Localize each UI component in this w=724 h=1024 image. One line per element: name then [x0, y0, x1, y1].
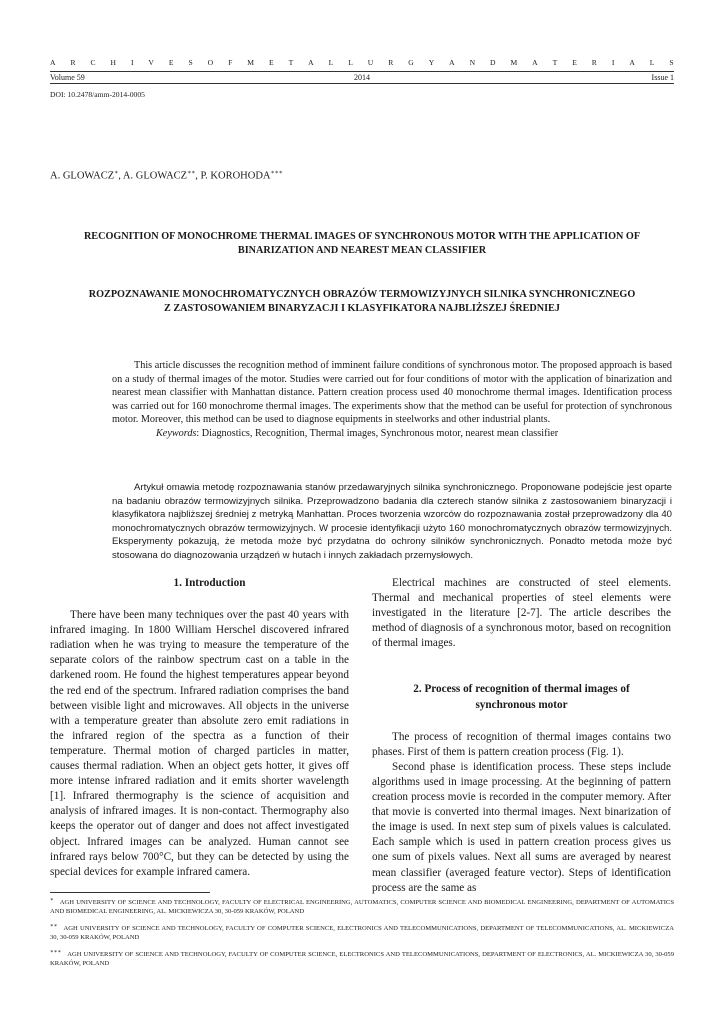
journal-letter: V: [148, 58, 154, 67]
footnote-1-mark: ∗: [50, 897, 54, 903]
section-1-paragraph: There have been many techniques over the past 40 years with infrared imaging. In 1800 William Herschel discovered infrared radiation when he was trying to measure the temperature of the separate colors of the rainbow spectrum cast on a table in the darkened room. He found the highest temperatures appear beyond the red end of the spectrum. Infrared radiation comprises the band between visible light and microwaves. All objects in the universe with a temperature greater than absolute zero emit radiations in the infrared region of the spectra as a function of their temperature. Thermal motion of charged particles in matter, causes thermal radiation. When an object gets hotter, it gives off more intense infrared radiation and it emits shorter wavelength [1]. Infrared thermography is the science of acquisition and analysis of infrared images. It is non-contact. Thermography also keeps the operator out of danger and does not affect investigated object. Infrared images can be analyzed. Human cannot see infrared rays below 700°C, but they can be detected by using the special devices for example infrared camera.: [50, 609, 349, 878]
right-paragraph-2: The process of recognition of thermal images contains two phases. First of them is pattern creation process (Fig. 1).: [372, 730, 671, 758]
journal-letter: M: [247, 58, 255, 67]
right-paragraph-3: Second phase is identification process. These steps include algorithms used in image processing. At the beginning of pattern creation process movie is recorded in the computer memory. After that movie is converted into thermal images. Next binarization of the image is used. In next step sum of pixels values is calculated. Each sample which is used in pattern creation process gives us one sum of pixels values. Next all sums are averaged by nearest mean classifier (averaged feature vector). Steps of identification process are the same as: [372, 760, 671, 894]
title-english: [50, 230, 674, 257]
abstract-pl-text: Artykuł omawia metodę rozpoznawania stanów przedawaryjnych silnika synchronicznego. Proponowane podejście jest oparte na badaniu obrazów termowizyjnych silnika. Przeprowadzono badania dla czterech stanów silnika z zastosowaniem binaryzacji i klasyfikatora najbliższej średniej z metryką Manhattan. Proces tworzenia wzorców do rozpoznawania został przeprowadzony dla 40 monochromatycznych obrazów termowizyjnych. W procesie identyfikacji użyto 160 monochromatycznych obrazów termowizyjnych. Eksperymenty pokazują, że metoda może być przydatna do ochrony silników synchronicznych. Ponadto metoda może być stosowana do diagnozowania urządzeń w hutach i innych zakładach przemysłowych.: [112, 482, 672, 561]
journal-letter: U: [367, 58, 374, 67]
journal-letter: A: [532, 58, 538, 67]
author-list: A. GLOWACZ∗, A. GLOWACZ∗∗, P. KOROHODA∗∗∗: [50, 170, 283, 182]
abstract-polish: [112, 481, 672, 563]
section-2-title-line-2: synchronous motor: [475, 698, 568, 711]
column-left: [50, 576, 349, 880]
author-1-mark: ∗: [114, 170, 119, 176]
footnote-3: [50, 948, 674, 969]
journal-letter: L: [328, 58, 334, 67]
title-en-line-1: RECOGNITION OF MONOCHROME THERMAL IMAGES OF SYNCHRONOUS MOTOR WITH THE APPLICATION OF: [83, 231, 641, 242]
journal-letter: E: [572, 58, 577, 67]
volume-label: Volume 59: [50, 73, 85, 82]
issue-label: Issue 1: [651, 73, 674, 82]
journal-letter: L: [348, 58, 353, 67]
journal-letter: R: [70, 58, 76, 67]
journal-letter: T: [552, 58, 558, 67]
header-rule-2: [50, 83, 674, 84]
section-2-title-line-1: 2. Process of recognition of thermal images of: [413, 683, 630, 696]
journal-letter: A: [629, 58, 635, 67]
footnotes: [50, 896, 674, 974]
journal-letter: E: [168, 58, 174, 67]
keywords-label: Keywords: [156, 427, 197, 439]
column-right: [372, 576, 671, 896]
title-pl-line-1: ROZPOZNAWANIE MONOCHROMATYCZNYCH OBRAZÓW TERMOWIZYJNYCH SILNIKA SYNCHRONICZNEGO: [88, 289, 636, 300]
journal-letter: Y: [428, 58, 435, 67]
author-3-mark: ∗∗∗: [270, 170, 283, 176]
journal-letter: I: [130, 58, 134, 67]
journal-letter: N: [469, 58, 476, 67]
journal-letter: G: [408, 58, 414, 67]
journal-letter: E: [268, 58, 274, 67]
title-en-line-2: BINARIZATION AND NEAREST MEAN CLASSIFIER: [237, 244, 487, 256]
journal-letter: S: [188, 58, 193, 67]
journal-letter: C: [90, 58, 96, 67]
footnote-3-text: AGH UNIVERSITY OF SCIENCE AND TECHNOLOGY, FACULTY OF COMPUTER SCIENCE, ELECTRONICS AND TELECOMMUNICATIONS, DEPARTMENT OF ELECTRONICS, AL. MICKIEWICZA 30, 30-059 KRAKÓW, POLAND: [50, 951, 674, 968]
section-2-title: [372, 682, 671, 712]
journal-letter: F: [228, 58, 233, 67]
footnote-3-mark: ∗∗∗: [50, 949, 62, 955]
author-2: A. GLOWACZ: [122, 170, 188, 182]
author-2-mark: ∗∗: [187, 170, 196, 176]
year-label: 2014: [354, 73, 370, 82]
journal-letter: M: [510, 58, 518, 67]
journal-letter: A: [50, 58, 56, 67]
footnote-2: [50, 922, 674, 943]
journal-letter: D: [490, 58, 496, 67]
right-paragraph-1: Electrical machines are constructed of steel elements. Thermal and mechanical properties of steel elements were investigated in the literature [2-7]. The article describes the method of diagnosis of a synchronous motor, based on recognition of thermal images.: [372, 577, 671, 650]
footnote-2-mark: ∗∗: [50, 923, 58, 929]
keywords-text: : Diagnostics, Recognition, Thermal images, Synchronous motor, nearest mean classifier: [196, 427, 559, 439]
footnote-1: [50, 896, 674, 917]
title-polish: [50, 288, 674, 315]
journal-letter: A: [308, 58, 314, 67]
journal-letter: I: [611, 58, 615, 67]
journal-letter: A: [449, 58, 455, 67]
journal-letter: T: [288, 58, 294, 67]
paper-page: [50, 0, 674, 1024]
section-1-title: 1. Introduction: [173, 577, 246, 589]
journal-letter: R: [591, 58, 597, 67]
footnote-1-text: AGH UNIVERSITY OF SCIENCE AND TECHNOLOGY, FACULTY OF ELECTRICAL ENGINEERING, AUTOMATICS, COMPUTER SCIENCE AND BIOMEDICAL ENGINEERING, DEPARTMENT OF AUTOMATICS AND BIOMEDICAL ENGINEERING, AL. MICKIEWICZA 30, 30-059 KRAKÓW, POLAND: [50, 899, 674, 916]
header-rule: [50, 71, 674, 72]
author-1: A. GLOWACZ: [50, 170, 115, 182]
author-3: P. KOROHODA: [200, 170, 271, 182]
footnote-2-text: AGH UNIVERSITY OF SCIENCE AND TECHNOLOGY, FACULTY OF COMPUTER SCIENCE, ELECTRONICS AND TELECOMMUNICATIONS, DEPARTMENT OF TELECOMMUNICATIONS, AL. MICKIEWICZA 30, 30-059 KRAKÓW, POLAND: [50, 925, 674, 942]
journal-letter: S: [669, 58, 674, 67]
journal-letter: R: [388, 58, 394, 67]
title-pl-line-2: Z ZASTOSOWANIEM BINARYZACJI I KLASYFIKATORA NAJBLIŻSZEJ ŚREDNIEJ: [164, 302, 560, 314]
journal-name: [50, 58, 674, 67]
keywords: [112, 427, 672, 441]
footnote-rule: [50, 892, 210, 893]
journal-letter: O: [207, 58, 214, 67]
journal-letter: H: [110, 58, 116, 67]
journal-letter: L: [649, 58, 655, 67]
abstract-en-text: This article discusses the recognition method of imminent failure conditions of synchronous motor. The proposed approach is based on a study of thermal images of the motor. Studies were carried out for four conditions of motor with the application of binarization and nearest mean classifier with Manhattan distance. Pattern creation process used 40 monochrome thermal images. Identification process was carried out for 160 monochrome thermal images. The experiments show that the method can be useful for protection of synchronous motor. Moreover, this method can be used to diagnose equipments in steelworks and other industrial plants.: [112, 360, 672, 426]
doi-label: DOI: 10.2478/amm-2014-0005: [50, 90, 145, 99]
issue-info: [50, 73, 674, 82]
abstract-english: [112, 359, 672, 441]
